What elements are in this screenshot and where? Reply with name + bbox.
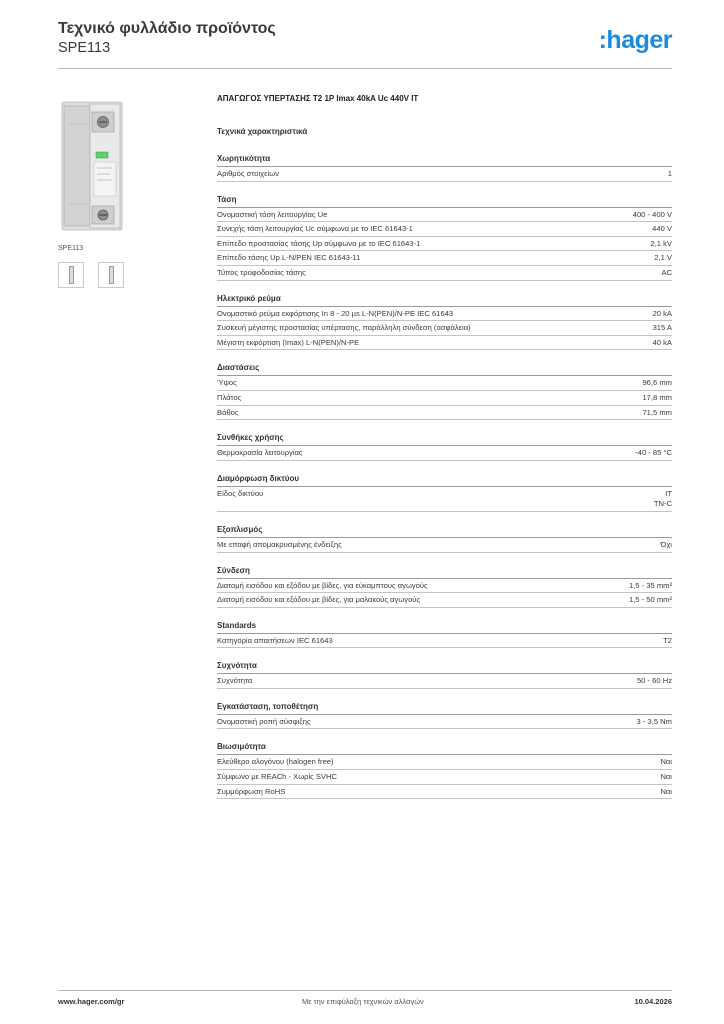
spec-row <box>217 266 672 281</box>
spec-value-line: 2,1 kV <box>650 238 672 248</box>
spec-label: Βάθος <box>217 407 239 417</box>
spec-label: Πλάτος <box>217 392 242 402</box>
spec-row <box>217 487 672 512</box>
spec-section <box>217 660 672 689</box>
spec-value-line: Όχι <box>660 539 672 549</box>
spec-label: Μέγιστη εκφόρτιση (Imax) L-N(PEN)/N-PE <box>217 337 360 347</box>
spec-row <box>217 222 672 237</box>
spec-value-line: AC <box>661 267 672 277</box>
spec-value <box>642 408 672 419</box>
spec-row <box>217 755 672 770</box>
spec-value-line: Ναι <box>660 757 672 767</box>
spec-value <box>660 540 672 551</box>
wiring-diagram-icon <box>69 266 74 284</box>
spec-section <box>217 524 672 553</box>
spec-row <box>217 321 672 336</box>
spec-value <box>653 338 672 349</box>
spec-row <box>217 446 672 461</box>
spec-label: Ονομαστικό ρεύμα εκφόρτισης In 8 - 20 µs L-N(PEN)/N-PE IEC 61643 <box>217 308 454 318</box>
section-heading: Βιωσιμότητα <box>217 741 672 755</box>
section-heading: Χωρητικότητα <box>217 153 672 167</box>
spec-label: Σύμφωνο με REACh - Χωρίς SVHC <box>217 772 338 782</box>
spec-row <box>217 538 672 553</box>
product-description: ΑΠΑΓΩΓΟΣ ΥΠΕΡΤΑΣΗΣ T2 1P Imax 40kA Uc 440V IT <box>217 94 419 103</box>
spec-value <box>629 595 672 606</box>
spec-row <box>217 593 672 608</box>
spec-value-line: 20 kA <box>652 308 672 318</box>
spec-value-line: 2,1 V <box>654 253 672 263</box>
spec-section <box>217 293 672 351</box>
spec-section <box>217 701 672 730</box>
specification-panel <box>217 94 672 811</box>
spec-label: Ελεύθερο αλογόνου (halogen free) <box>217 757 334 767</box>
spec-section <box>217 153 672 182</box>
wiring-diagram-thumbnail-2[interactable] <box>98 262 124 288</box>
spec-label: Ονομαστική ροπή σύσφιξης <box>217 716 311 726</box>
spec-row <box>217 579 672 594</box>
spec-row <box>217 251 672 266</box>
section-heading: Διαμόρφωση δικτύου <box>217 473 672 487</box>
spec-label: Ύψος <box>217 378 237 388</box>
spec-value-line: T2 <box>663 635 672 645</box>
wiring-diagram-icon <box>109 266 114 284</box>
spec-value <box>629 581 672 592</box>
spec-value-line: 400 - 400 V <box>632 209 672 219</box>
spec-row <box>217 237 672 252</box>
spec-value <box>668 169 672 180</box>
section-heading: Διαστάσεις <box>217 362 672 376</box>
spec-sections <box>217 153 672 799</box>
spec-label: Τύπος τροφοδοσίας τάσης <box>217 267 306 277</box>
section-heading: Εξοπλισμός <box>217 524 672 538</box>
spec-label: Με επαφή απομακρυσμένης ένδειξης <box>217 539 342 549</box>
spec-value <box>661 268 672 279</box>
section-heading: Συχνότητα <box>217 660 672 674</box>
section-heading: Τάση <box>217 194 672 208</box>
spec-value <box>653 323 672 334</box>
spec-section <box>217 741 672 799</box>
spec-value-line: TN-C <box>653 499 672 509</box>
spec-value <box>642 378 672 389</box>
spec-section <box>217 194 672 281</box>
spec-section <box>217 565 672 608</box>
spec-label: Είδος δικτύου <box>217 488 264 498</box>
footer-divider <box>58 990 672 991</box>
product-code: SPE113 <box>58 40 111 56</box>
spec-label: Συσκευή μέγιστης προστασίας υπέρτασης, παράλληλη σύνδεση (ασφάλεια) <box>217 323 471 333</box>
spec-section <box>217 362 672 420</box>
spec-value-line: Ναι <box>660 786 672 796</box>
spec-value <box>653 309 672 320</box>
spec-value-line: 1,5 - 35 mm² <box>628 580 672 590</box>
spec-value-line: IT <box>665 488 672 498</box>
spec-label: Ονομαστική τάση λειτουργίας Ue <box>217 209 328 219</box>
spec-section <box>217 432 672 461</box>
spec-value-line: 17,8 mm <box>642 392 672 402</box>
footer-website-link[interactable]: www.hager.com/gr <box>58 997 125 1006</box>
spec-value <box>654 489 672 510</box>
section-heading: Standards <box>217 620 672 634</box>
section-heading: Ηλεκτρικό ρεύμα <box>217 293 672 307</box>
spec-label: Συνεχής τάση λειτουργίας Uc σύμφωνα με το IEC 61643-1 <box>217 224 413 234</box>
spec-row <box>217 167 672 182</box>
spec-value-line: 315 A <box>652 323 672 333</box>
spec-value <box>660 772 672 783</box>
product-image <box>58 94 126 238</box>
spec-value-line: -40 - 85 °C <box>635 448 672 458</box>
spec-value-line: 1,5 - 50 mm² <box>628 595 672 605</box>
spec-row <box>217 208 672 223</box>
spec-label: Επίπεδο τάσης Up L-N/PEN IEC 61643-11 <box>217 253 361 263</box>
spec-value <box>663 636 672 647</box>
spec-row <box>217 307 672 322</box>
spec-value <box>637 676 672 687</box>
spec-value-line: 3 - 3,5 Nm <box>636 716 672 726</box>
spec-row <box>217 715 672 730</box>
spec-row <box>217 770 672 785</box>
spec-value-line: 40 kA <box>652 337 672 347</box>
spec-label: Συχνότητα <box>217 676 253 686</box>
spec-row <box>217 391 672 406</box>
spec-label: Διατομή εισόδου και εξόδου με βίδες, για εύκαμπτους αγωγούς <box>217 580 428 590</box>
spec-value <box>660 757 672 768</box>
wiring-diagram-thumbnail-1[interactable] <box>58 262 84 288</box>
spec-value <box>660 787 672 798</box>
spec-row <box>217 406 672 421</box>
spec-value-line: 440 V <box>652 224 672 234</box>
spec-row <box>217 376 672 391</box>
footer-notice: Με την επιφύλαξη τεχνικών αλλαγών <box>302 997 424 1006</box>
section-heading: Σύνδεση <box>217 565 672 579</box>
technical-features-heading: Τεχνικά χαρακτηριστικά <box>217 127 308 136</box>
spec-value <box>650 239 672 250</box>
spec-label: Διατομή εισόδου και εξόδου με βίδες, για μαλακούς αγωγούς <box>217 595 421 605</box>
spec-row <box>217 674 672 689</box>
section-heading: Συνθήκες χρήσης <box>217 432 672 446</box>
page-header <box>58 20 672 68</box>
section-heading: Εγκατάσταση, τοποθέτηση <box>217 701 672 715</box>
spec-value <box>652 224 672 235</box>
spec-value-line: 96,6 mm <box>642 378 672 388</box>
spec-label: Επίπεδο προστασίας τάσης Up σύμφωνα με το IEC 61643-1 <box>217 238 421 248</box>
product-image-caption: SPE113 <box>58 245 84 252</box>
spec-value <box>635 448 672 459</box>
spec-value-line: 71,5 mm <box>642 407 672 417</box>
footer-date: 10.04.2026 <box>634 997 672 1006</box>
spec-value-line: 1 <box>667 169 672 178</box>
spec-label: Αριθμός στοιχείων <box>217 169 279 178</box>
hager-logo: :hager <box>598 26 672 54</box>
spec-row <box>217 336 672 351</box>
spec-value-line: 50 - 60 Hz <box>636 676 672 686</box>
spec-label: Συμμόρφωση RoHS <box>217 786 286 796</box>
header-divider <box>58 68 672 69</box>
spec-section <box>217 473 672 512</box>
spec-row <box>217 785 672 800</box>
spec-label: Κατηγορία απαιτήσεων IEC 61643 <box>217 635 333 645</box>
spec-value <box>637 717 672 728</box>
spec-value <box>633 210 672 221</box>
spec-row <box>217 634 672 649</box>
spec-value <box>642 393 672 404</box>
spec-value <box>654 253 672 264</box>
spec-section <box>217 620 672 649</box>
document-title: Τεχνικό φυλλάδιο προϊόντος <box>58 20 276 37</box>
spec-value-line: Ναι <box>660 772 672 782</box>
spec-label: Θερμοκρασία λειτουργίας <box>217 448 303 458</box>
